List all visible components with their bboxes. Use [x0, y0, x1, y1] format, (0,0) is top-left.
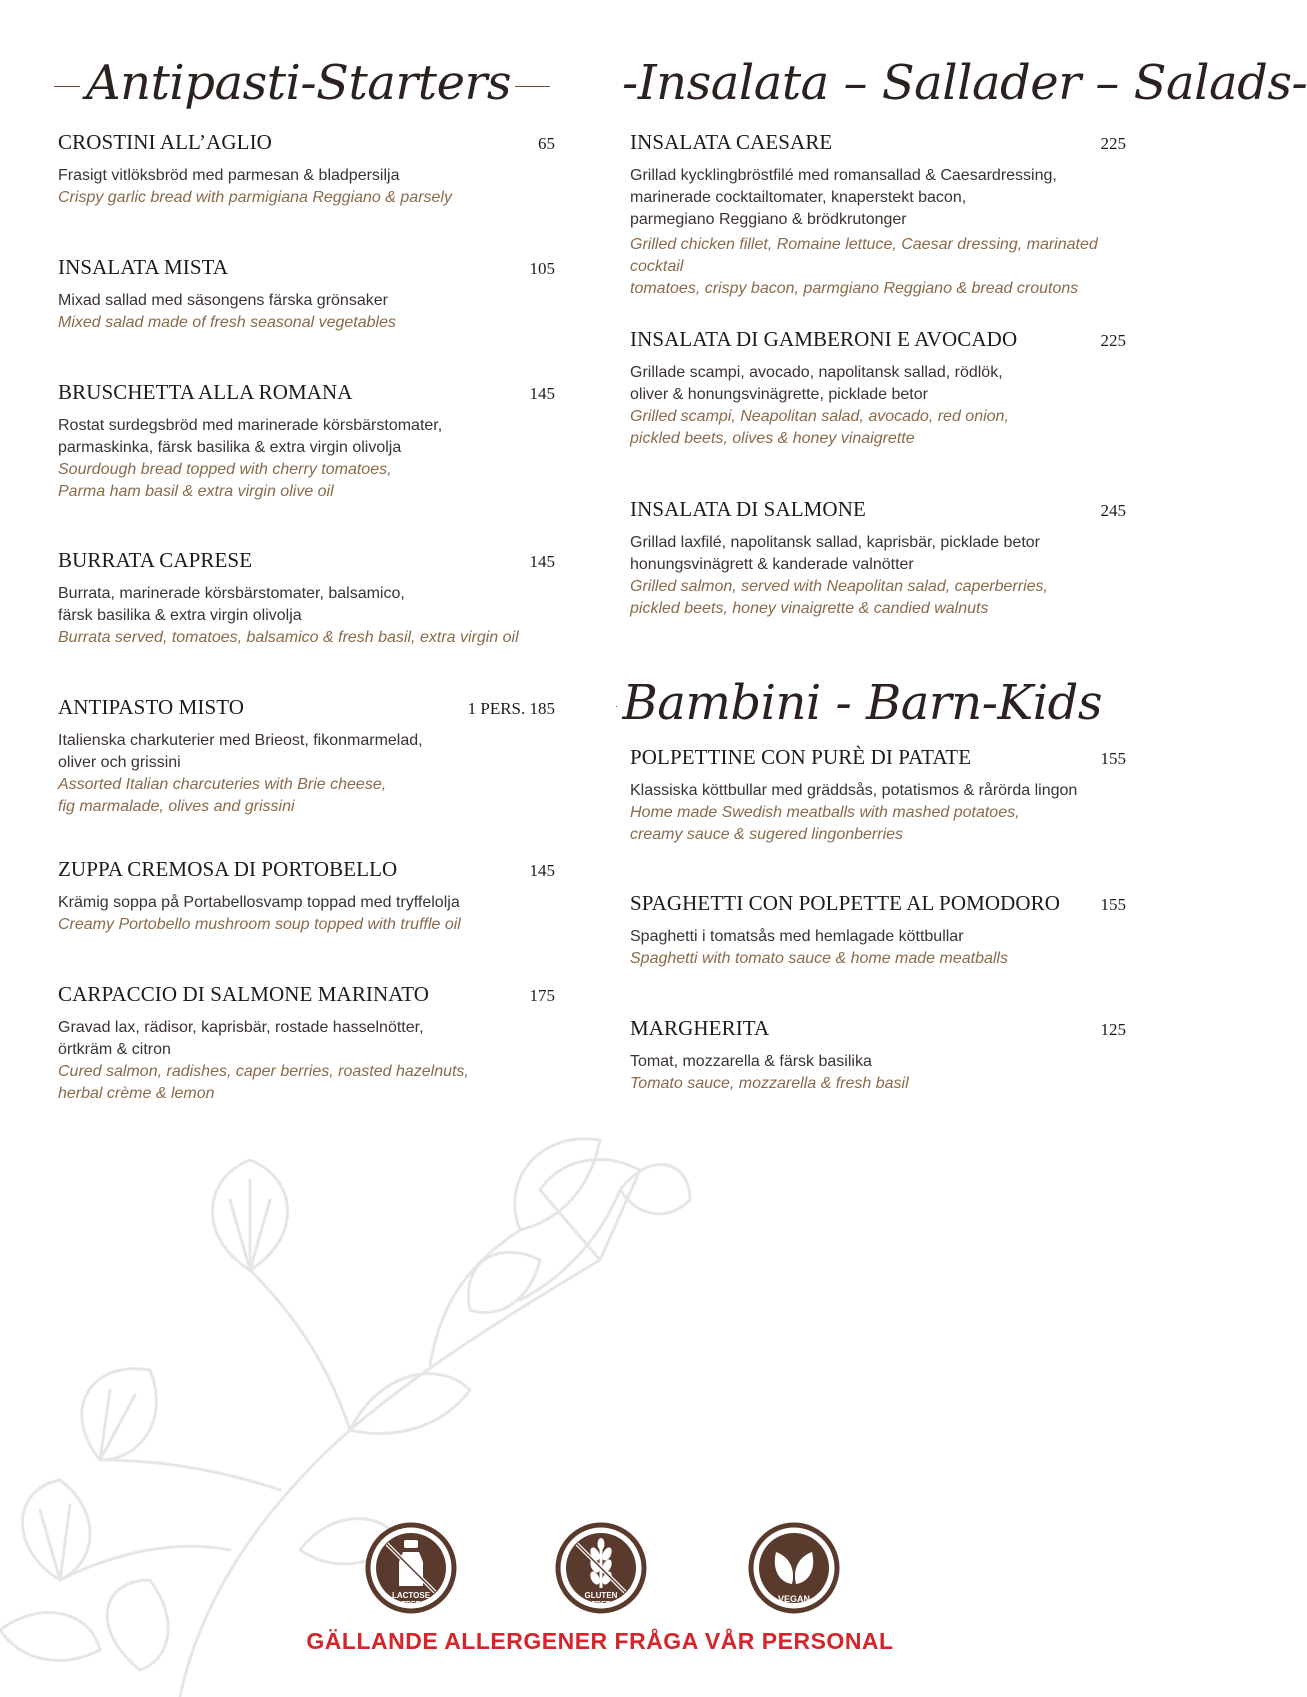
item-description-sv: Grillad laxfilé, napolitansk sallad, kaprisbär, picklade betor honungsvinägrett & kanderade valnötter [630, 534, 1040, 573]
menu-item [630, 1016, 1126, 1095]
item-price: 65 [538, 134, 555, 153]
menu-item [58, 130, 555, 209]
menu-item [58, 695, 555, 818]
item-description-sv: Krämig soppa på Portabellosvamp toppad med tryffelolja [58, 894, 460, 911]
menu-item [630, 130, 1126, 300]
item-description-sv: Tomat, mozzarella & färsk basilika [630, 1053, 872, 1070]
badge-line2: FREE [591, 1601, 611, 1608]
dietary-badges [360, 1522, 840, 1622]
section-title-insalata: -Insalata – Sallader – Salads- [622, 55, 1307, 111]
item-description-sv: Rostat surdegsbröd med marinerade körsbärstomater, parmaskinka, färsk basilika & extra virgin olivolja [58, 417, 443, 456]
item-description-en: Sourdough bread topped with cherry tomatoes, Parma ham basil & extra virgin olive oil [58, 461, 392, 500]
item-name: SPAGHETTI CON POLPETTE AL POMODORO [630, 891, 1061, 915]
item-price: 145 [529, 552, 555, 571]
badge-line2: FREE [401, 1601, 421, 1608]
section-title-bambini: Bambini - Barn-Kids [622, 675, 1102, 731]
menu-item [58, 380, 555, 503]
item-price: 155 [1100, 895, 1126, 914]
item-description-en: Grilled scampi, Neapolitan salad, avocado, red onion, pickled beets, olives & honey vinaigrette [630, 408, 1009, 447]
item-description-en: Crispy garlic bread with parmigiana Reggiano & parsely [58, 189, 452, 206]
badge-line1: GLUTEN [584, 1591, 618, 1600]
item-name: CARPACCIO DI SALMONE MARINATO [58, 982, 430, 1006]
milk-bottle-crossed-icon [365, 1522, 457, 1614]
item-description-en: Creamy Portobello mushroom soup topped with truffle oil [58, 916, 461, 933]
item-price: 225 [1100, 134, 1126, 153]
item-price: 245 [1100, 501, 1126, 520]
item-description-en: Burrata served, tomatoes, balsamico & fresh basil, extra virgin oil [58, 629, 519, 646]
badge-line1: VEGAN [777, 1594, 811, 1604]
item-price: 155 [1100, 749, 1126, 768]
item-name: INSALATA MISTA [58, 255, 229, 279]
item-price: 1 PERS. 185 [467, 699, 555, 718]
item-description-sv: Burrata, marinerade körsbärstomater, balsamico, färsk basilika & extra virgin olivolja [58, 585, 405, 624]
allergen-note: GÄLLANDE ALLERGENER FRÅGA VÅR PERSONAL [306, 1628, 894, 1654]
menu-item [58, 255, 555, 334]
leaf-icon [748, 1522, 840, 1614]
item-name: ANTIPASTO MISTO [58, 695, 245, 719]
menu-item [58, 857, 555, 936]
item-name: MARGHERITA [630, 1016, 770, 1040]
section-heading-bambini [616, 668, 1116, 738]
item-price: 145 [529, 861, 555, 880]
item-description-sv: Grillad kycklingbröstfilé med romansallad & Caesardressing, marinerade cocktailtomater, knaperstekt bacon, parmegiano Reggiano & brödkrutonger [630, 167, 1057, 228]
item-price: 225 [1100, 331, 1126, 350]
item-name: BRUSCHETTA ALLA ROMANA [58, 380, 353, 404]
item-description-sv: Gravad lax, rädisor, kaprisbär, rostade hasselnötter, örtkräm & citron [58, 1019, 424, 1058]
item-name: CROSTINI ALL’AGLIO [58, 130, 272, 154]
item-name: INSALATA DI SALMONE [630, 497, 866, 521]
item-price: 145 [529, 384, 555, 403]
item-name: BURRATA CAPRESE [58, 548, 253, 572]
item-description-en: Tomato sauce, mozzarella & fresh basil [630, 1075, 909, 1092]
item-description-sv: Mixad sallad med säsongens färska grönsaker [58, 292, 388, 309]
item-price: 175 [529, 986, 555, 1005]
item-description-sv: Frasigt vitlöksbröd med parmesan & bladpersilja [58, 167, 400, 184]
item-description-en: Spaghetti with tomato sauce & home made meatballs [630, 950, 1008, 967]
item-description-sv: Spaghetti i tomatsås med hemlagade köttbullar [630, 928, 964, 945]
item-description-sv: Italienska charkuterier med Brieost, fikonmarmelad, oliver och grissini [58, 732, 423, 771]
item-description-en: Grilled chicken fillet, Romaine lettuce, Caesar dressing, marinated cocktail tomatoes, crispy bacon, parmgiano Reggiano & bread croutons [630, 236, 1098, 297]
menu-item [630, 745, 1126, 846]
item-price: 105 [529, 259, 555, 278]
item-description-en: Mixed salad made of fresh seasonal vegetables [58, 314, 396, 331]
menu-item [58, 548, 555, 649]
heading-rule [515, 86, 550, 87]
menu-item [58, 982, 555, 1105]
item-description-en: Grilled salmon, served with Neapolitan salad, caperberries, pickled beets, honey vinaigrette & candied walnuts [630, 578, 1048, 617]
menu-item [630, 327, 1126, 450]
menu-item [630, 891, 1126, 970]
menu-item [630, 497, 1126, 620]
item-description-en: Cured salmon, radishes, caper berries, roasted hazelnuts, herbal crème & lemon [58, 1063, 469, 1102]
item-description-sv: Klassiska köttbullar med gräddsås, potatismos & rårörda lingon [630, 782, 1078, 799]
item-name: POLPETTINE CON PURÈ DI PATATE [630, 745, 972, 769]
item-price: 125 [1100, 1020, 1126, 1039]
item-description-en: Home made Swedish meatballs with mashed potatoes, creamy sauce & sugered lingonberries [630, 804, 1020, 843]
heading-rule-lead [54, 86, 80, 87]
section-heading-antipasti [54, 48, 550, 118]
section-heading-insalata [622, 48, 1307, 118]
item-name: INSALATA DI GAMBERONI E AVOCADO [630, 327, 1018, 351]
item-name: ZUPPA CREMOSA DI PORTOBELLO [58, 857, 398, 881]
item-description-sv: Grillade scampi, avocado, napolitansk sallad, rödlök, oliver & honungsvinägrette, picklade betor [630, 364, 1003, 403]
item-name: INSALATA CAESARE [630, 130, 833, 154]
section-title-antipasti: Antipasti-Starters [86, 55, 512, 111]
badge-line1: LACTOSE [391, 1591, 431, 1600]
wheat-crossed-icon [555, 1522, 647, 1614]
item-description-en: Assorted Italian charcuteries with Brie cheese, fig marmalade, olives and grissini [58, 776, 387, 815]
